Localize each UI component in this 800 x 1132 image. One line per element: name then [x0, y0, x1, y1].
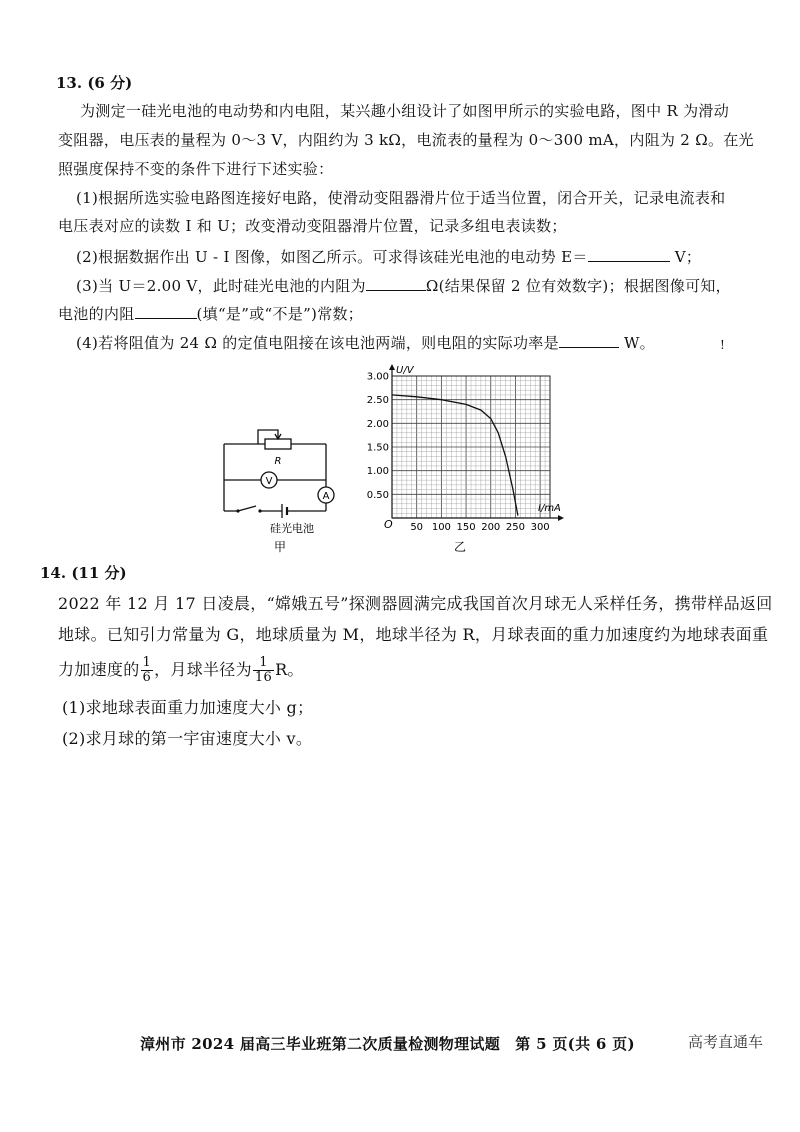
watermark: 高考直通车	[688, 1033, 764, 1051]
rheostat-label: R	[274, 456, 282, 467]
page-footer: 漳州市 2024 届高三毕业班第二次质量检测物理试题 第 5 页(共 6 页)	[140, 1035, 635, 1053]
q14-part1: (1)求地球表面重力加速度大小 g；	[62, 698, 314, 717]
q13-line-1: 为测定一硅光电池的电动势和内电阻，某兴趣小组设计了如图甲所示的实验电路，图中 R 为滑动	[80, 102, 730, 120]
answer-blank-internal-resistance[interactable]	[366, 274, 426, 291]
u-i-chart	[360, 362, 580, 558]
q13-line-5: 电压表对应的读数 I 和 U；改变滑动变阻器滑片位置，记录多组电表读数；	[58, 217, 567, 235]
q13-part3-text: (3)当 U＝2.00 V，此时硅光电池的内阻为	[76, 277, 366, 295]
q13-line-8	[58, 302, 363, 324]
y-tick-label: 2.50	[366, 395, 389, 407]
q14-line-1: 2022 年 12 月 17 日凌晨，“嫦娥五号”探测器圆满完成我国首次月球无人采样任务，携带样品返回	[58, 594, 773, 613]
switch	[238, 506, 256, 511]
q14-line-3	[58, 653, 304, 687]
rheostat	[265, 439, 291, 449]
y-axis-label: U/V	[396, 365, 414, 376]
q13-part2-unit: V；	[674, 248, 702, 266]
q13-part3-rest: Ω(结果保留 2 位有效数字)；根据图像可知，	[425, 277, 731, 295]
circuit-caption: 甲	[273, 540, 287, 554]
x-tick-label: 150	[456, 522, 476, 533]
q13-part3-rest-2: (填“是”或“不是”)常数；	[196, 305, 364, 323]
y-axis-arrow	[389, 364, 395, 370]
answer-blank-emf[interactable]	[588, 245, 670, 262]
u-i-curve	[392, 395, 518, 516]
fraction-one-sixteenth: $\frac{1}{16}$	[254, 655, 273, 685]
solar-cell-label: 硅光电池	[270, 522, 314, 535]
q13-line-6	[76, 245, 701, 267]
q13-line-9	[76, 331, 655, 353]
q14-line-3-b: ，月球半径为	[154, 660, 252, 679]
q14-part2: (2)求月球的第一宇宙速度大小 v。	[62, 729, 313, 748]
question-14-header: 14. (11 分)	[40, 564, 127, 582]
y-tick-label: 2.00	[366, 418, 389, 430]
y-tick-label: 1.00	[366, 466, 389, 478]
q13-line-3: 照强度保持不变的条件下进行下述实验：	[58, 160, 334, 178]
y-tick-label: 1.50	[366, 442, 389, 454]
x-tick-label: 250	[505, 522, 525, 533]
x-tick-label: 200	[481, 522, 501, 533]
q14-line-3-a: 力加速度的	[58, 660, 140, 679]
q14-line-3-c: R。	[275, 660, 304, 679]
q13-part4-unit: W。	[623, 334, 655, 352]
q13-part4-text: (4)若将阻值为 24 Ω 的定值电阻接在该电池两端，则电阻的实际功率是	[76, 334, 559, 352]
origin-label: O	[384, 518, 393, 531]
x-axis-label: I/mA	[538, 503, 561, 514]
y-tick-label: 0.50	[366, 489, 389, 501]
x-axis-arrow	[558, 515, 564, 521]
q13-line-4: (1)根据所选实验电路图连接好电路，使滑动变阻器滑片位于适当位置，闭合开关，记录电流表和	[76, 189, 726, 207]
voltmeter-label: V	[265, 476, 273, 487]
y-tick-label: 3.00	[366, 371, 389, 383]
chart-caption: 乙	[453, 540, 467, 554]
stray-mark: !	[720, 338, 725, 352]
q13-line-7	[76, 274, 731, 296]
answer-blank-power[interactable]	[559, 331, 619, 348]
q14-line-2: 地球。已知引力常量为 G，地球质量为 M，地球半径为 R，月球表面的重力加速度约为地球表面重	[58, 625, 769, 644]
fraction-one-sixth: $\frac{1}{6}$	[142, 655, 152, 685]
circuit-diagram	[210, 418, 340, 558]
question-13-header: 13. (6 分)	[56, 74, 133, 92]
x-tick-label: 50	[410, 522, 424, 533]
x-tick-label: 300	[530, 522, 550, 533]
x-tick-label: 100	[431, 522, 451, 533]
q13-line-2: 变阻器，电压表的量程为 0～3 V，内阻约为 3 kΩ，电流表的量程为 0～300 mA，内阻为 2 Ω。在光	[58, 131, 754, 149]
ammeter-label: A	[322, 491, 330, 502]
answer-blank-constant[interactable]	[135, 302, 197, 319]
q13-part2-text: (2)根据数据作出 U - I 图像，如图乙所示。可求得该硅光电池的电动势 E＝	[76, 248, 588, 266]
q13-part3-text-2: 电池的内阻	[58, 305, 135, 323]
